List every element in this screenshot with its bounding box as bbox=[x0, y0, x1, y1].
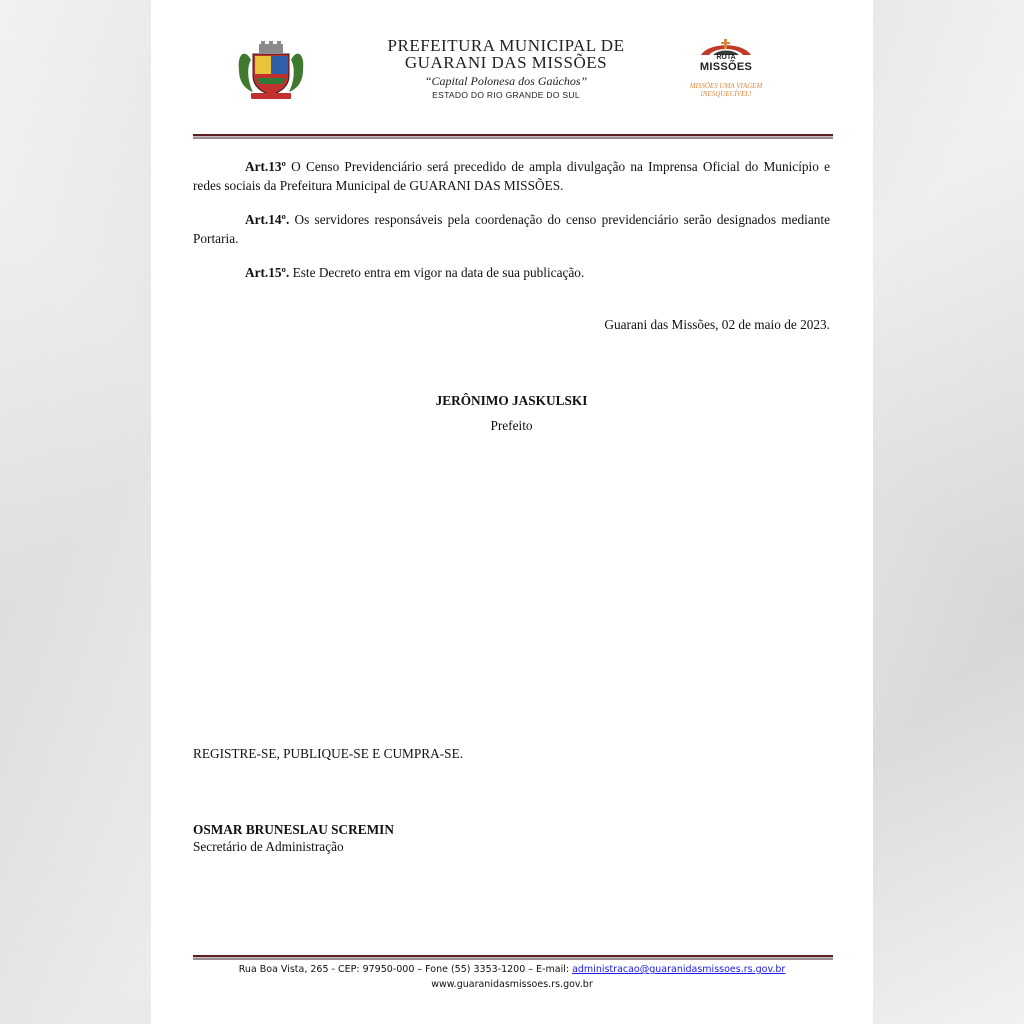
footer-address: Rua Boa Vista, 265 - CEP: 97950-000 – Fone (55) 3353-1200 – E-mail: bbox=[238, 964, 573, 975]
article-14-label: Art.14º. bbox=[245, 212, 290, 227]
secretary-title: Secretário de Administração bbox=[193, 839, 344, 854]
rota-slogan-line-2: INESQUECÍVEL! bbox=[700, 90, 752, 98]
article-15 bbox=[193, 263, 830, 282]
document-page bbox=[151, 0, 873, 1024]
footer-address-line bbox=[151, 962, 873, 977]
rota-slogan-line-1: MISSÕES UMA VIAGEM bbox=[689, 82, 763, 90]
date-line: Guarani das Missões, 02 de maio de 2023. bbox=[604, 317, 830, 332]
article-15-label: Art.15º. bbox=[245, 265, 290, 280]
footer-website[interactable]: www.guaranidasmissoes.rs.gov.br bbox=[431, 979, 593, 990]
article-13-label: Art.13º bbox=[245, 159, 286, 174]
article-13-text: O Censo Previdenciário será precedido de ampla divulgação na Imprensa Oficial do Município e redes sociais da Prefeitura Municipal de GUARANI DAS MISSÕES. bbox=[193, 159, 830, 193]
municipal-motto: “Capital Polonesa dos Gaúchos” bbox=[424, 74, 588, 88]
article-14-text: Os servidores responsáveis pela coordenação do censo previdenciário serão designados mediante Portaria. bbox=[193, 212, 830, 246]
article-13 bbox=[193, 157, 830, 195]
rota-missoes-logo bbox=[675, 38, 777, 103]
rota-name: MISSÕES bbox=[699, 61, 753, 73]
letterhead-title bbox=[346, 37, 666, 100]
secretary-name: OSMAR BRUNESLAU SCREMIN bbox=[193, 822, 394, 837]
municipal-coat-of-arms-icon bbox=[235, 40, 307, 102]
footer-email-link[interactable]: administracao@guaranidasmissoes.rs.gov.br bbox=[572, 964, 786, 975]
rota-word: ROTA bbox=[716, 54, 736, 61]
registre-line: REGISTRE-SE, PUBLIQUE-SE E CUMPRA-SE. bbox=[193, 746, 464, 761]
article-14 bbox=[193, 210, 830, 248]
title-line-1: PREFEITURA MUNICIPAL DE bbox=[387, 36, 625, 55]
letterhead bbox=[151, 0, 873, 135]
article-15-text: Este Decreto entra em vigor na data de sua publicação. bbox=[289, 265, 585, 280]
mayor-name: JERÔNIMO JASKULSKI bbox=[435, 393, 588, 408]
header-divider bbox=[193, 134, 833, 139]
state-name: ESTADO DO RIO GRANDE DO SUL bbox=[432, 90, 580, 100]
rota-slogan bbox=[675, 82, 777, 98]
footer-divider bbox=[193, 955, 833, 960]
footer bbox=[151, 962, 873, 992]
mayor-title: Prefeito bbox=[490, 418, 533, 433]
title-line-2: GUARANI DAS MISSÕES bbox=[404, 53, 608, 72]
